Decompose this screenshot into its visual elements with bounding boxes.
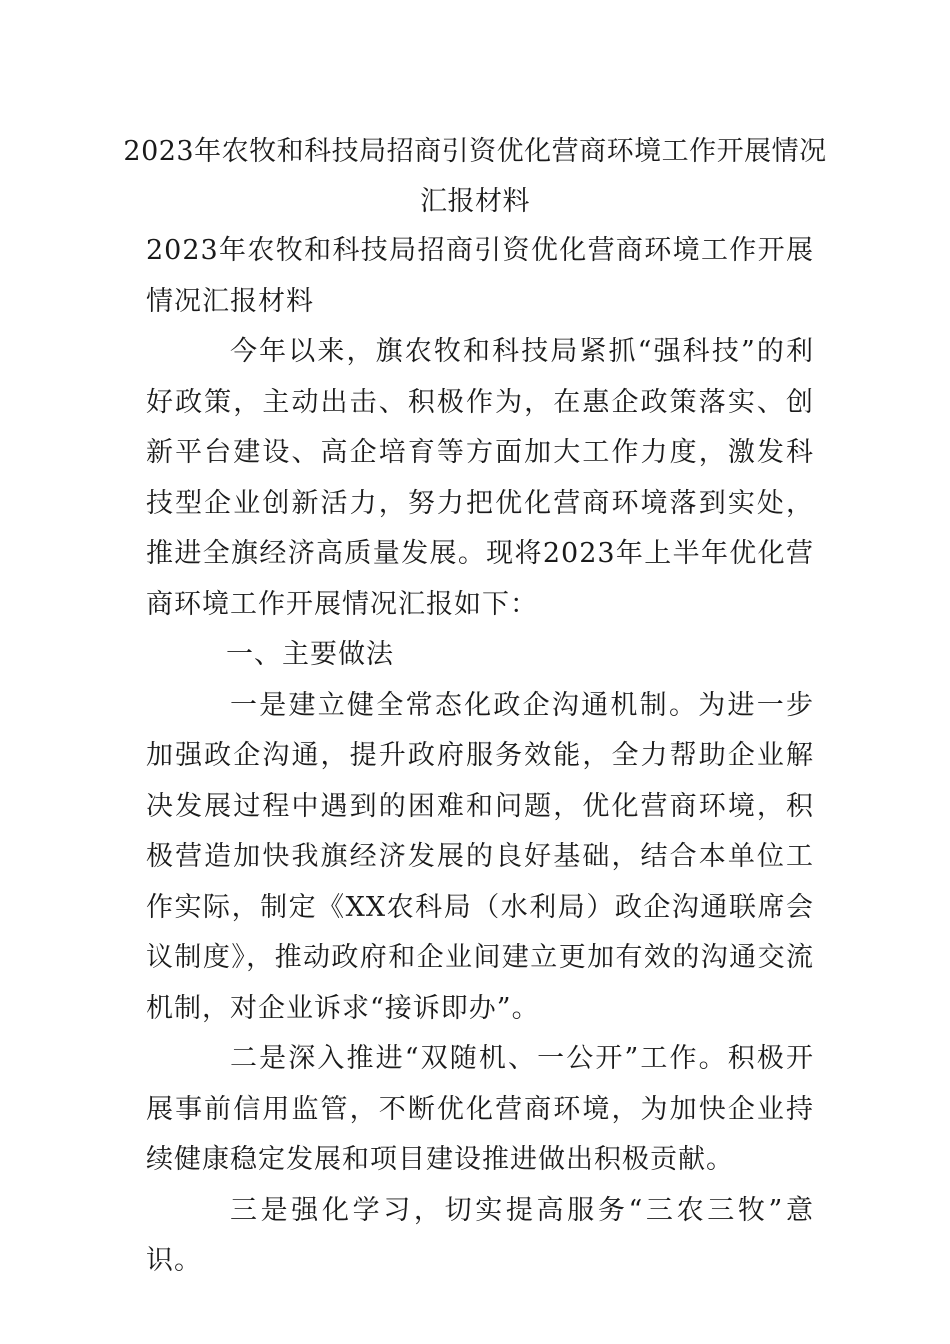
- practice-item-2: 二是深入推进“双随机、一公开”工作。积极开展事前信用监管，不断优化营商环境，为加快企业持续健康稳定发展和项目建设推进做出积极贡献。: [146, 1043, 814, 1175]
- intro-paragraph: 今年以来，旗农牧和科技局紧抓“强科技”的利好政策，主动出击、积极作为，在惠企政策落实、创新平台建设、高企培育等方面加大工作力度，激发科技型企业创新活力，努力把优化营商环境落到实处，推进全旗经济高质量发展。现将2023年上半年优化营商环境工作开展情况汇报如下：: [146, 336, 814, 620]
- document-title-line-1: 2023年农牧和科技局招商引资优化营商环境工作开展情况: [123, 136, 827, 167]
- document-body: [146, 226, 814, 1287]
- document-title-line-2: 汇报材料: [420, 186, 530, 217]
- repeated-title: 2023年农牧和科技局招商引资优化营商环境工作开展情况汇报材料: [146, 235, 814, 317]
- section-heading-main-practices: 一、主要做法: [226, 639, 394, 670]
- practice-item-3: 三是强化学习，切实提高服务“三农三牧”意识。: [146, 1194, 814, 1276]
- practice-item-1: 一是建立健全常态化政企沟通机制。为进一步加强政企沟通，提升政府服务效能，全力帮助企业解决发展过程中遇到的困难和问题，优化营商环境，积极营造加快我旗经济发展的良好基础，结合本单位工作实际，制定《XX农科局（水利局）政企沟通联席会议制度》，推动政府和企业间建立更加有效的沟通交流机制，对企业诉求“接诉即办”。: [146, 689, 814, 1024]
